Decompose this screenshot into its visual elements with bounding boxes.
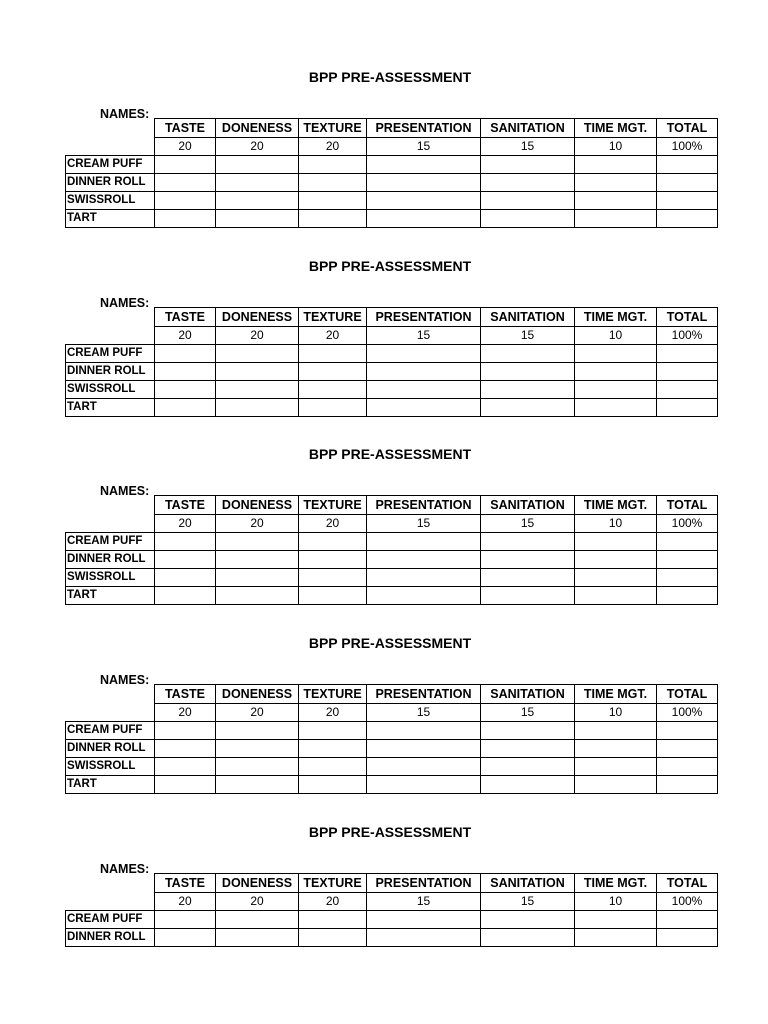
item-row	[66, 192, 718, 210]
score-cell[interactable]	[575, 210, 657, 228]
weight-cell: 20	[216, 704, 299, 722]
column-header: PRESENTATION	[367, 685, 481, 704]
item-label: SWISSROLL	[66, 569, 155, 587]
score-cell[interactable]	[155, 399, 216, 417]
score-cell[interactable]	[481, 929, 575, 947]
weight-cell: 20	[216, 515, 299, 533]
score-cell[interactable]	[481, 174, 575, 192]
score-cell[interactable]	[299, 758, 367, 776]
column-header: SANITATION	[481, 874, 575, 893]
column-header: SANITATION	[481, 308, 575, 327]
item-row	[66, 587, 718, 605]
weight-cell: 20	[299, 138, 367, 156]
score-cell[interactable]	[216, 551, 299, 569]
weight-cell: 10	[575, 138, 657, 156]
score-cell[interactable]	[216, 210, 299, 228]
empty-corner-cell	[66, 874, 155, 893]
weight-cell: 15	[481, 327, 575, 345]
score-cell[interactable]	[657, 758, 718, 776]
score-cell[interactable]	[575, 345, 657, 363]
weight-cell: 20	[299, 704, 367, 722]
score-cell[interactable]	[575, 587, 657, 605]
item-row	[66, 156, 718, 174]
score-cell[interactable]	[575, 722, 657, 740]
item-label: DINNER ROLL	[66, 174, 155, 192]
weight-cell: 15	[481, 515, 575, 533]
score-cell[interactable]	[367, 911, 481, 929]
score-cell[interactable]	[481, 210, 575, 228]
empty-corner-cell	[66, 685, 155, 704]
score-cell[interactable]	[575, 911, 657, 929]
weight-cell: 10	[575, 893, 657, 911]
score-cell[interactable]	[657, 345, 718, 363]
column-header: PRESENTATION	[367, 308, 481, 327]
score-cell[interactable]	[155, 929, 216, 947]
score-cell[interactable]	[216, 156, 299, 174]
names-label: NAMES:	[100, 673, 150, 687]
weight-cell: 100%	[657, 704, 718, 722]
column-header: PRESENTATION	[367, 874, 481, 893]
item-label: SWISSROLL	[66, 758, 155, 776]
score-cell[interactable]	[575, 533, 657, 551]
item-label: DINNER ROLL	[66, 740, 155, 758]
score-cell[interactable]	[216, 740, 299, 758]
names-label: NAMES:	[100, 296, 150, 310]
score-cell[interactable]	[481, 911, 575, 929]
column-header: TEXTURE	[299, 496, 367, 515]
score-cell[interactable]	[575, 929, 657, 947]
score-cell[interactable]	[367, 192, 481, 210]
column-header: TIME MGT.	[575, 119, 657, 138]
score-cell[interactable]	[299, 722, 367, 740]
score-cell[interactable]	[155, 381, 216, 399]
score-cell[interactable]	[575, 399, 657, 417]
item-row	[66, 758, 718, 776]
item-row	[66, 381, 718, 399]
sheet-title: BPP PRE-ASSESSMENT	[308, 824, 472, 840]
score-cell[interactable]	[216, 192, 299, 210]
header-row	[66, 308, 718, 327]
score-cell[interactable]	[155, 551, 216, 569]
item-row	[66, 533, 718, 551]
header-row	[66, 496, 718, 515]
score-cell[interactable]	[155, 363, 216, 381]
sheet-title: BPP PRE-ASSESSMENT	[308, 69, 472, 85]
score-cell[interactable]	[657, 911, 718, 929]
item-row	[66, 345, 718, 363]
score-cell[interactable]	[299, 156, 367, 174]
score-cell[interactable]	[299, 929, 367, 947]
score-cell[interactable]	[155, 758, 216, 776]
weight-cell: 20	[155, 704, 216, 722]
item-label: CREAM PUFF	[66, 722, 155, 740]
score-cell[interactable]	[155, 156, 216, 174]
score-cell[interactable]	[367, 551, 481, 569]
score-cell[interactable]	[575, 174, 657, 192]
score-cell[interactable]	[481, 551, 575, 569]
score-cell[interactable]	[657, 776, 718, 794]
weight-cell: 20	[155, 515, 216, 533]
column-header: PRESENTATION	[367, 119, 481, 138]
score-cell[interactable]	[299, 345, 367, 363]
score-cell[interactable]	[657, 192, 718, 210]
score-cell[interactable]	[575, 776, 657, 794]
sheet-title: BPP PRE-ASSESSMENT	[308, 258, 472, 274]
header-row	[66, 119, 718, 138]
item-label: CREAM PUFF	[66, 156, 155, 174]
weight-cell: 10	[575, 327, 657, 345]
score-cell[interactable]	[657, 381, 718, 399]
sheet-title: BPP PRE-ASSESSMENT	[308, 446, 472, 462]
score-cell[interactable]	[216, 911, 299, 929]
weight-cell: 15	[367, 704, 481, 722]
item-row	[66, 722, 718, 740]
names-label: NAMES:	[100, 862, 150, 876]
score-cell[interactable]	[155, 174, 216, 192]
score-table	[65, 307, 718, 417]
weight-cell: 100%	[657, 515, 718, 533]
item-label: CREAM PUFF	[66, 911, 155, 929]
weights-row	[66, 515, 718, 533]
weight-cell: 100%	[657, 327, 718, 345]
score-cell[interactable]	[575, 740, 657, 758]
score-cell[interactable]	[481, 776, 575, 794]
names-label: NAMES:	[100, 484, 150, 498]
score-cell[interactable]	[657, 156, 718, 174]
column-header: DONENESS	[216, 308, 299, 327]
score-table	[65, 873, 718, 947]
score-cell[interactable]	[216, 345, 299, 363]
empty-corner-cell	[66, 308, 155, 327]
score-cell[interactable]	[216, 929, 299, 947]
score-cell[interactable]	[575, 381, 657, 399]
score-cell[interactable]	[575, 758, 657, 776]
score-table	[65, 118, 718, 228]
score-cell[interactable]	[367, 363, 481, 381]
score-cell[interactable]	[481, 533, 575, 551]
column-header: TASTE	[155, 119, 216, 138]
score-cell[interactable]	[575, 363, 657, 381]
score-cell[interactable]	[575, 156, 657, 174]
column-header: DONENESS	[216, 496, 299, 515]
column-header: SANITATION	[481, 685, 575, 704]
score-cell[interactable]	[657, 174, 718, 192]
weights-row	[66, 893, 718, 911]
column-header: TEXTURE	[299, 685, 367, 704]
score-cell[interactable]	[481, 587, 575, 605]
header-row	[66, 874, 718, 893]
score-cell[interactable]	[481, 156, 575, 174]
column-header: DONENESS	[216, 874, 299, 893]
score-cell[interactable]	[481, 740, 575, 758]
column-header: DONENESS	[216, 685, 299, 704]
score-cell[interactable]	[155, 533, 216, 551]
score-cell[interactable]	[216, 587, 299, 605]
column-header: TASTE	[155, 874, 216, 893]
item-label: TART	[66, 210, 155, 228]
item-row	[66, 210, 718, 228]
column-header: TOTAL	[657, 496, 718, 515]
item-label: SWISSROLL	[66, 192, 155, 210]
score-cell[interactable]	[216, 722, 299, 740]
item-label: SWISSROLL	[66, 381, 155, 399]
item-row	[66, 740, 718, 758]
score-cell[interactable]	[657, 929, 718, 947]
empty-corner-cell	[66, 704, 155, 722]
weight-cell: 20	[155, 893, 216, 911]
weight-cell: 20	[216, 893, 299, 911]
score-cell[interactable]	[367, 174, 481, 192]
score-cell[interactable]	[216, 399, 299, 417]
score-cell[interactable]	[299, 381, 367, 399]
weight-cell: 20	[155, 327, 216, 345]
score-cell[interactable]	[481, 345, 575, 363]
score-table	[65, 684, 718, 794]
score-cell[interactable]	[367, 210, 481, 228]
score-cell[interactable]	[481, 569, 575, 587]
score-cell[interactable]	[367, 533, 481, 551]
column-header: TASTE	[155, 685, 216, 704]
weights-row	[66, 327, 718, 345]
score-cell[interactable]	[575, 551, 657, 569]
column-header: SANITATION	[481, 496, 575, 515]
column-header: TASTE	[155, 308, 216, 327]
column-header: TIME MGT.	[575, 496, 657, 515]
score-cell[interactable]	[657, 569, 718, 587]
score-cell[interactable]	[481, 381, 575, 399]
item-label: TART	[66, 399, 155, 417]
weight-cell: 20	[155, 138, 216, 156]
score-cell[interactable]	[657, 740, 718, 758]
score-cell[interactable]	[155, 911, 216, 929]
item-row	[66, 363, 718, 381]
empty-corner-cell	[66, 515, 155, 533]
score-cell[interactable]	[367, 758, 481, 776]
weights-row	[66, 138, 718, 156]
score-cell[interactable]	[367, 776, 481, 794]
weight-cell: 100%	[657, 893, 718, 911]
item-row	[66, 399, 718, 417]
column-header: TOTAL	[657, 874, 718, 893]
score-cell[interactable]	[155, 345, 216, 363]
score-cell[interactable]	[299, 776, 367, 794]
score-cell[interactable]	[481, 363, 575, 381]
score-cell[interactable]	[216, 381, 299, 399]
score-cell[interactable]	[155, 776, 216, 794]
score-cell[interactable]	[216, 758, 299, 776]
score-cell[interactable]	[481, 192, 575, 210]
score-cell[interactable]	[657, 399, 718, 417]
score-cell[interactable]	[367, 722, 481, 740]
score-cell[interactable]	[367, 381, 481, 399]
score-cell[interactable]	[216, 776, 299, 794]
score-table	[65, 495, 718, 605]
weight-cell: 15	[367, 138, 481, 156]
score-cell[interactable]	[216, 174, 299, 192]
score-cell[interactable]	[299, 399, 367, 417]
column-header: TIME MGT.	[575, 685, 657, 704]
column-header: TEXTURE	[299, 119, 367, 138]
weight-cell: 20	[299, 515, 367, 533]
item-label: DINNER ROLL	[66, 551, 155, 569]
score-cell[interactable]	[216, 533, 299, 551]
weight-cell: 10	[575, 704, 657, 722]
sheet-title: BPP PRE-ASSESSMENT	[308, 635, 472, 651]
score-cell[interactable]	[216, 363, 299, 381]
score-cell[interactable]	[216, 569, 299, 587]
score-cell[interactable]	[481, 722, 575, 740]
column-header: TIME MGT.	[575, 308, 657, 327]
item-row	[66, 911, 718, 929]
names-label: NAMES:	[100, 107, 150, 121]
score-cell[interactable]	[155, 569, 216, 587]
score-cell[interactable]	[299, 740, 367, 758]
score-cell[interactable]	[299, 533, 367, 551]
score-cell[interactable]	[657, 210, 718, 228]
score-cell[interactable]	[155, 722, 216, 740]
score-cell[interactable]	[299, 363, 367, 381]
score-cell[interactable]	[367, 569, 481, 587]
column-header: TOTAL	[657, 119, 718, 138]
score-cell[interactable]	[299, 551, 367, 569]
header-row	[66, 685, 718, 704]
weight-cell: 100%	[657, 138, 718, 156]
empty-corner-cell	[66, 327, 155, 345]
score-cell[interactable]	[299, 210, 367, 228]
empty-corner-cell	[66, 893, 155, 911]
weight-cell: 15	[481, 893, 575, 911]
score-cell[interactable]	[367, 156, 481, 174]
score-cell[interactable]	[299, 587, 367, 605]
item-label: DINNER ROLL	[66, 363, 155, 381]
score-cell[interactable]	[657, 551, 718, 569]
weight-cell: 20	[299, 327, 367, 345]
weight-cell: 15	[367, 515, 481, 533]
weight-cell: 20	[299, 893, 367, 911]
empty-corner-cell	[66, 119, 155, 138]
score-cell[interactable]	[657, 533, 718, 551]
item-label: TART	[66, 587, 155, 605]
empty-corner-cell	[66, 138, 155, 156]
weight-cell: 10	[575, 515, 657, 533]
column-header: TOTAL	[657, 308, 718, 327]
score-cell[interactable]	[367, 345, 481, 363]
weight-cell: 15	[481, 704, 575, 722]
item-label: CREAM PUFF	[66, 533, 155, 551]
score-cell[interactable]	[299, 569, 367, 587]
weight-cell: 20	[216, 327, 299, 345]
item-row	[66, 569, 718, 587]
score-cell[interactable]	[367, 740, 481, 758]
column-header: PRESENTATION	[367, 496, 481, 515]
empty-corner-cell	[66, 496, 155, 515]
item-row	[66, 551, 718, 569]
score-cell[interactable]	[657, 587, 718, 605]
item-label: DINNER ROLL	[66, 929, 155, 947]
score-cell[interactable]	[367, 929, 481, 947]
score-cell[interactable]	[299, 911, 367, 929]
column-header: TEXTURE	[299, 874, 367, 893]
score-cell[interactable]	[481, 758, 575, 776]
column-header: TEXTURE	[299, 308, 367, 327]
score-cell[interactable]	[155, 587, 216, 605]
score-cell[interactable]	[155, 192, 216, 210]
weight-cell: 15	[367, 327, 481, 345]
weight-cell: 20	[216, 138, 299, 156]
score-cell[interactable]	[367, 587, 481, 605]
weight-cell: 15	[481, 138, 575, 156]
column-header: TOTAL	[657, 685, 718, 704]
column-header: TASTE	[155, 496, 216, 515]
score-cell[interactable]	[299, 174, 367, 192]
item-row	[66, 174, 718, 192]
item-label: TART	[66, 776, 155, 794]
score-cell[interactable]	[155, 740, 216, 758]
weight-cell: 15	[367, 893, 481, 911]
score-cell[interactable]	[575, 192, 657, 210]
score-cell[interactable]	[657, 363, 718, 381]
score-cell[interactable]	[299, 192, 367, 210]
item-row	[66, 929, 718, 947]
score-cell[interactable]	[575, 569, 657, 587]
item-label: CREAM PUFF	[66, 345, 155, 363]
weights-row	[66, 704, 718, 722]
column-header: TIME MGT.	[575, 874, 657, 893]
item-row	[66, 776, 718, 794]
score-cell[interactable]	[481, 399, 575, 417]
score-cell[interactable]	[155, 210, 216, 228]
column-header: SANITATION	[481, 119, 575, 138]
score-cell[interactable]	[367, 399, 481, 417]
score-cell[interactable]	[657, 722, 718, 740]
column-header: DONENESS	[216, 119, 299, 138]
